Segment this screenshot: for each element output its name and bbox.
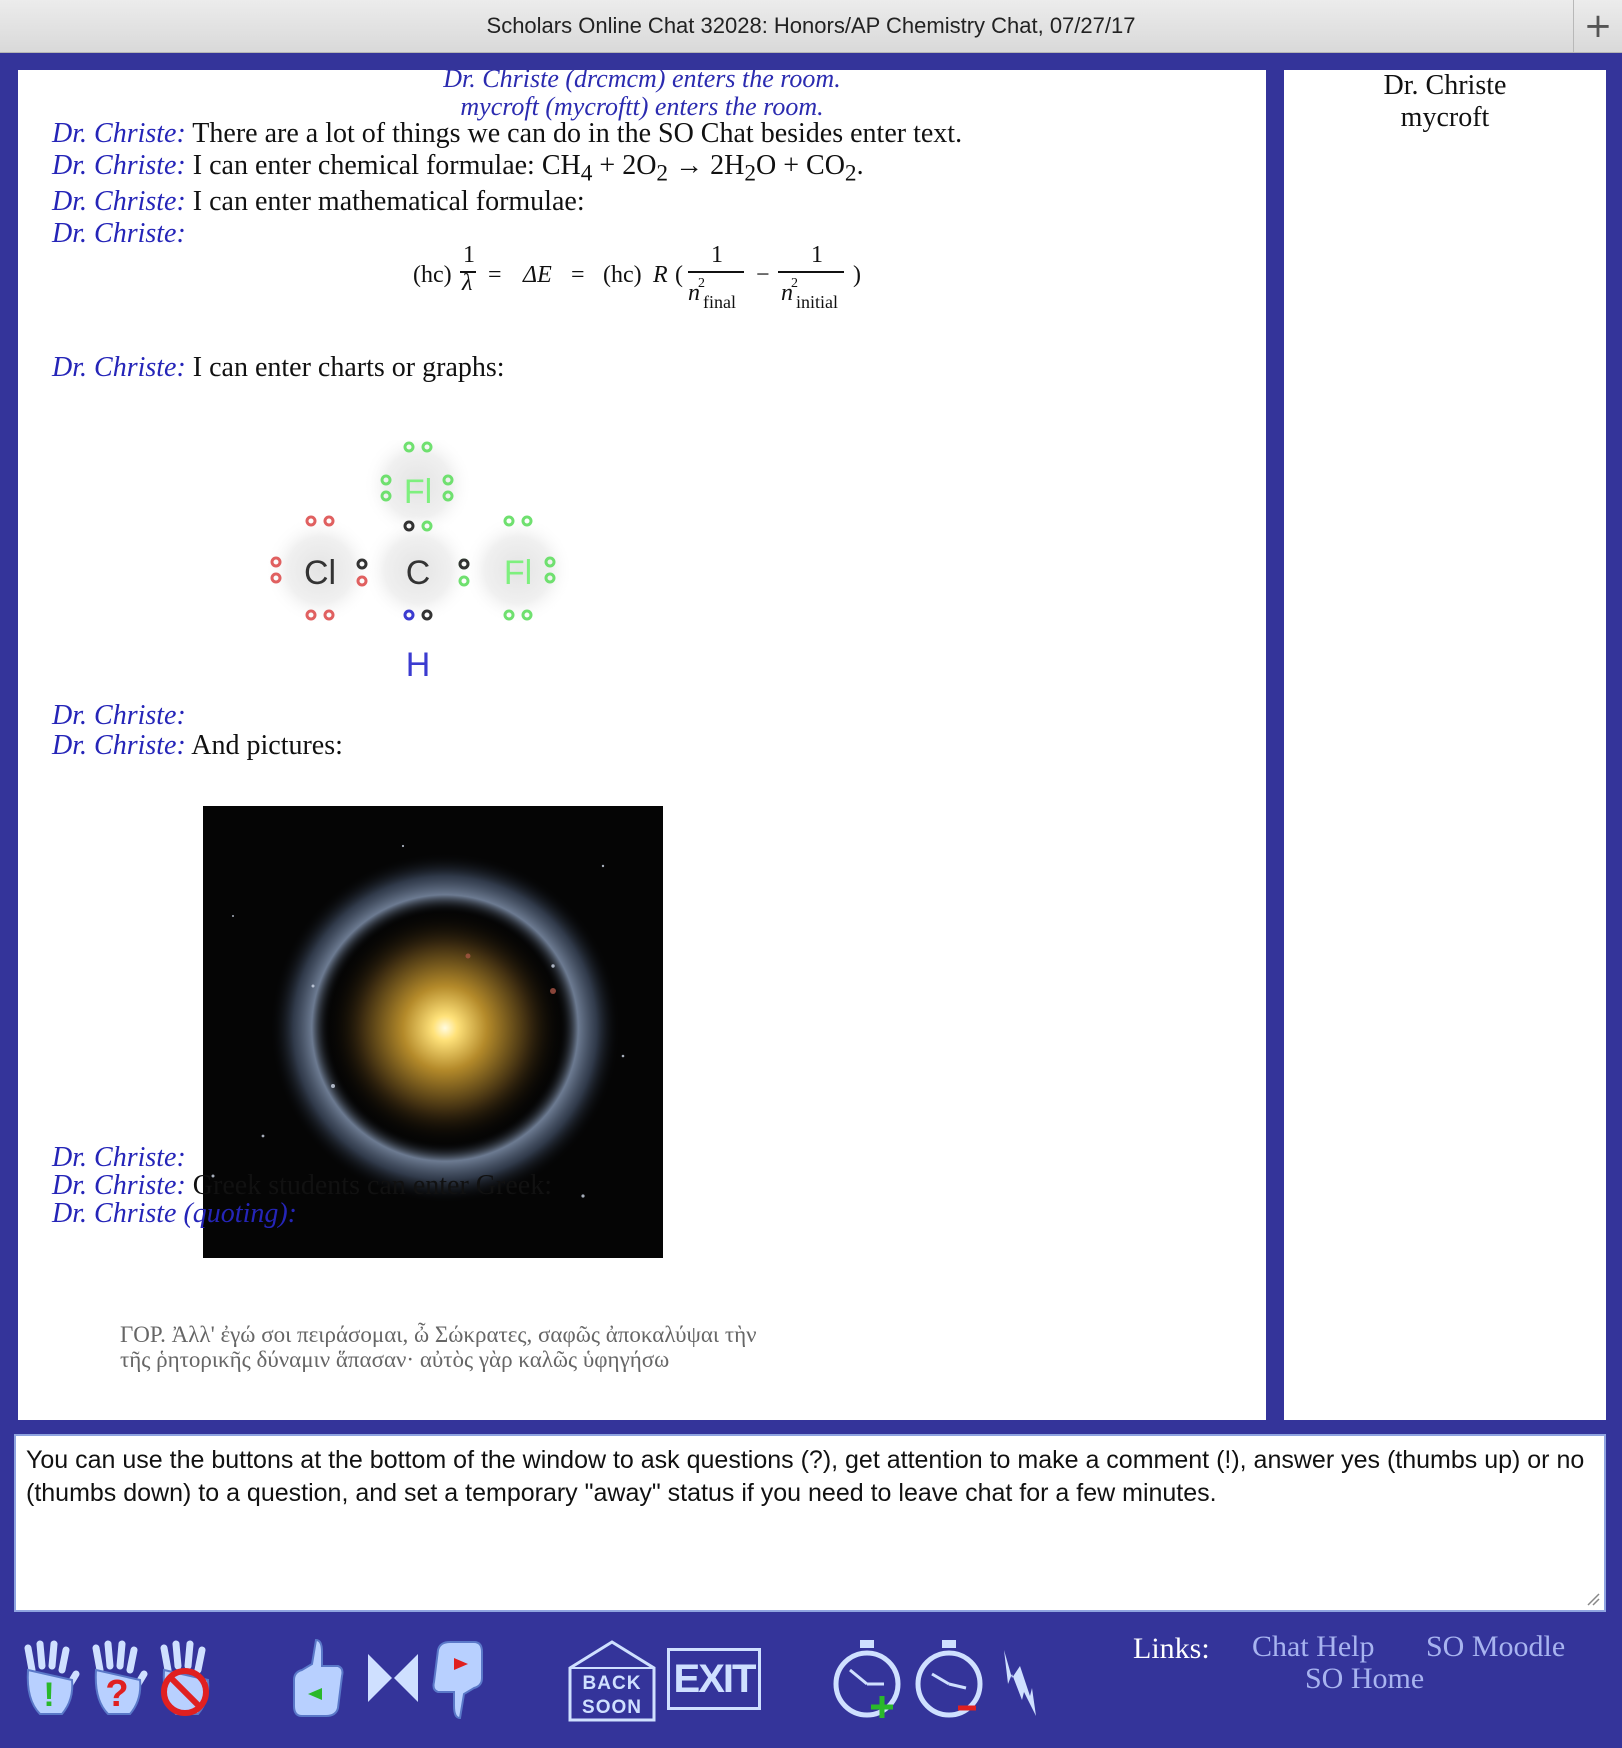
chat-message [52,730,343,762]
so-moodle-link[interactable]: SO Moodle [1426,1630,1566,1663]
svg-text:?: ? [105,1673,129,1715]
speaker-name: Dr. Christe: [52,352,186,383]
chat-message [52,218,186,250]
message-input-text: You can use the buttons at the bottom of the window to ask questions (?), get attention to make a comment (!), answer yes (thumbs up) or no (thumbs down) to a question, and set a temporary "away" status if you need to leave chat for a few minutes. [26,1446,1585,1507]
attention-hand-icon[interactable] [18,1640,80,1720]
question-hand-icon[interactable] [86,1640,148,1720]
chem-formula: $CH_4 + 2O_2 \to 2H_2O + CO_2$. [541,150,864,187]
system-message: mycroft (mycroftt) enters the room. [460,92,824,121]
speaker-name: Dr. Christe (quoting): [52,1198,297,1229]
math-formula: (hc) 1 λ = ΔE = (hc) R ( 1 2 n final − 1 2 n initial ) [413,242,861,312]
speaker-name: Dr. Christe: [52,150,186,181]
so-home-link[interactable]: SO Home [1305,1662,1425,1695]
lewis-structure-diagram [268,440,628,780]
speaker-name: Dr. Christe: [52,218,186,249]
chat-transcript [18,70,1266,1420]
window-title: Scholars Online Chat 32028: Honors/AP Chemistry Chat, 07/27/17 [486,13,1136,38]
speaker-name: Dr. Christe: [52,1170,186,1201]
message-text: And pictures: [191,730,343,761]
greek-quote: ΓΟΡ. Ἀλλ' ἐγώ σοι πειράσομαι, ὦ Σώκρατες, σαφῶς ἀποκαλύψαι τὴν τῆς ῥητορικῆς δύναμιν ἅπασαν· αὐτὸς γὰρ καλῶς ὑφηγήσω [120,1322,757,1372]
svg-text:!: ! [43,1676,55,1714]
exit-button[interactable]: EXIT [667,1648,761,1710]
stopwatch-add-time-icon[interactable] [830,1638,904,1722]
thumbs-down-icon[interactable] [430,1636,492,1722]
speaker-name: Dr. Christe: [52,1142,186,1173]
chat-message [52,1198,297,1230]
user-name[interactable]: Dr. Christe [1383,70,1507,101]
message-text: I can enter mathematical formulae: [192,186,585,217]
message-text: I can enter charts or graphs: [192,352,505,383]
chat-help-link[interactable]: Chat Help [1252,1630,1375,1663]
atom-label: H [405,646,431,684]
speaker-name: Dr. Christe: [52,700,186,731]
message-text: There are a lot of things we can do in the SO Chat besides enter text. [192,118,963,149]
new-tab-button[interactable]: + [1573,0,1622,52]
chat-message [52,118,962,150]
chat-message [52,150,864,188]
message-input[interactable] [14,1434,1606,1612]
thumbs-up-icon[interactable] [286,1636,348,1722]
message-text: Greek students can enter Greek: [192,1170,552,1201]
atom-label: Fl [503,554,533,592]
atom-label: Fl [403,473,433,511]
neutral-bowtie-icon[interactable] [366,1650,420,1706]
chat-message [52,700,186,732]
chat-message [52,352,505,384]
user-list [1284,70,1606,1420]
atom-label: Cl [303,554,337,592]
window-title-bar [0,0,1622,53]
speaker-name: Dr. Christe: [52,730,186,761]
message-text: I can enter chemical formulae: [192,150,542,181]
system-message: Dr. Christe (drcmcm) enters the room. [443,70,841,93]
cancel-hand-icon[interactable] [154,1640,216,1720]
chat-message [52,186,585,218]
resize-handle-icon[interactable] [1586,1592,1600,1606]
links-label: Links: [1133,1632,1210,1665]
back-soon-button[interactable]: BACK SOON [566,1638,658,1722]
speaker-name: Dr. Christe: [52,186,186,217]
atom-label: C [405,554,431,592]
user-name[interactable]: mycroft [1400,102,1490,133]
stopwatch-subtract-time-icon[interactable] [912,1638,986,1722]
speaker-name: Dr. Christe: [52,118,186,149]
lightning-icon[interactable] [998,1648,1042,1718]
